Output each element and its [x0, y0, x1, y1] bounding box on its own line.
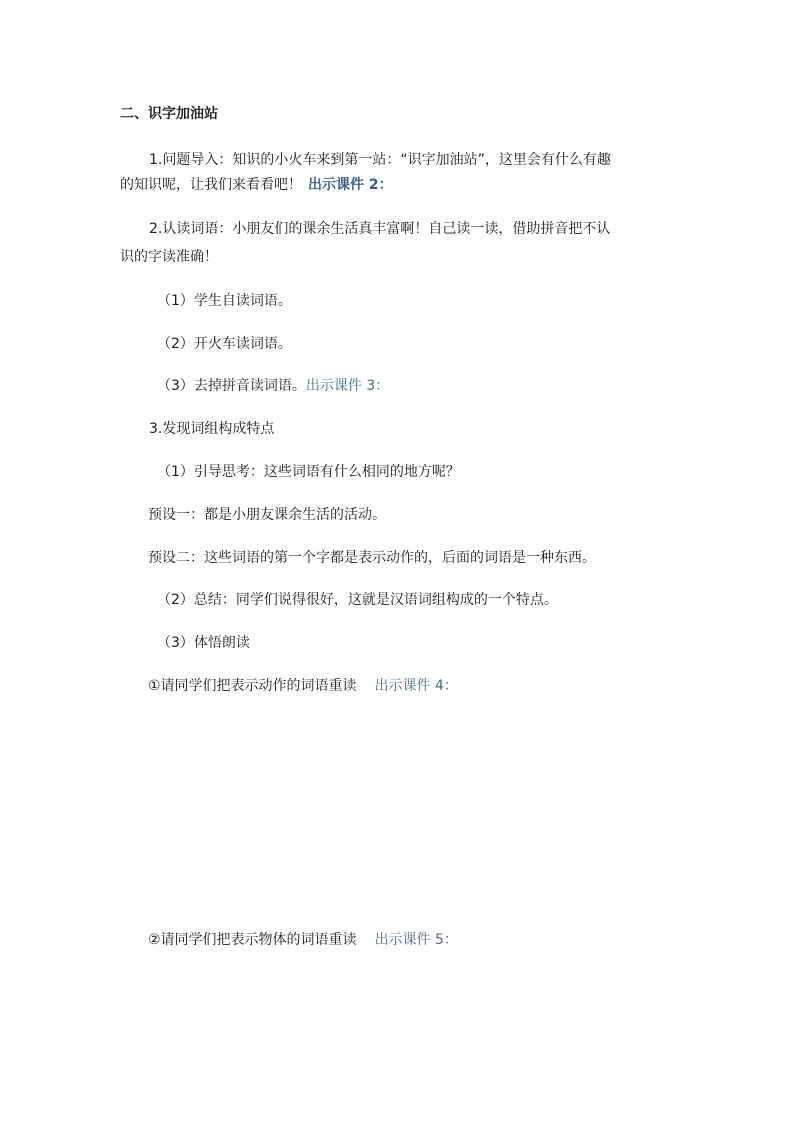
step-action-words [148, 676, 458, 696]
step-object-words-text: ②请同学们把表示物体的词语重读 [148, 932, 357, 948]
list-item-summary: （2）总结：同学们说得很好，这就是汉语词组构成的一个特点。 [157, 592, 558, 608]
list-item-no-pinyin [157, 376, 389, 396]
list-item-train-read: （2）开火车读词语。 [157, 336, 292, 352]
list-item-self-read: （1）学生自读词语。 [157, 293, 292, 309]
courseware-link-4[interactable]: 出示课件 4： [374, 678, 458, 694]
paragraph-intro-line1: 1.问题导入：知识的小火车来到第一站：“识字加油站”，这里会有什么有趣 [149, 152, 611, 168]
list-item-think: （1）引导思考：这些词语有什么相同的地方呢？ [157, 464, 460, 480]
step-object-words [148, 930, 458, 950]
preset-one: 预设一：都是小朋友课余生活的活动。 [148, 507, 386, 523]
list-item-read-aloud: （3）体悟朗读 [157, 635, 250, 651]
courseware-link-2[interactable]: 出示课件 2： [308, 177, 393, 193]
paragraph-reading-line2: 识的字读准确！ [120, 249, 218, 265]
subsection-title: 3.发现词组构成特点 [149, 421, 275, 437]
paragraph-intro-line2 [120, 175, 393, 195]
list-item-no-pinyin-text: （3）去掉拼音读词语。 [157, 378, 306, 394]
section-heading: 二、识字加油站 [120, 106, 218, 122]
courseware-link-3[interactable]: 出示课件 3： [305, 378, 390, 394]
courseware-link-5[interactable]: 出示课件 5： [374, 932, 458, 948]
step-action-words-text: ①请同学们把表示动作的词语重读 [148, 678, 357, 694]
paragraph-intro-line2-text: 的知识呢，让我们来看看吧！ [120, 177, 302, 193]
preset-two: 预设二：这些词语的第一个字都是表示动作的，后面的词语是一种东西。 [148, 550, 596, 566]
paragraph-reading-line1: 2.认读词语：小朋友们的课余生活真丰富啊！自己读一读，借助拼音把不认 [149, 221, 611, 237]
